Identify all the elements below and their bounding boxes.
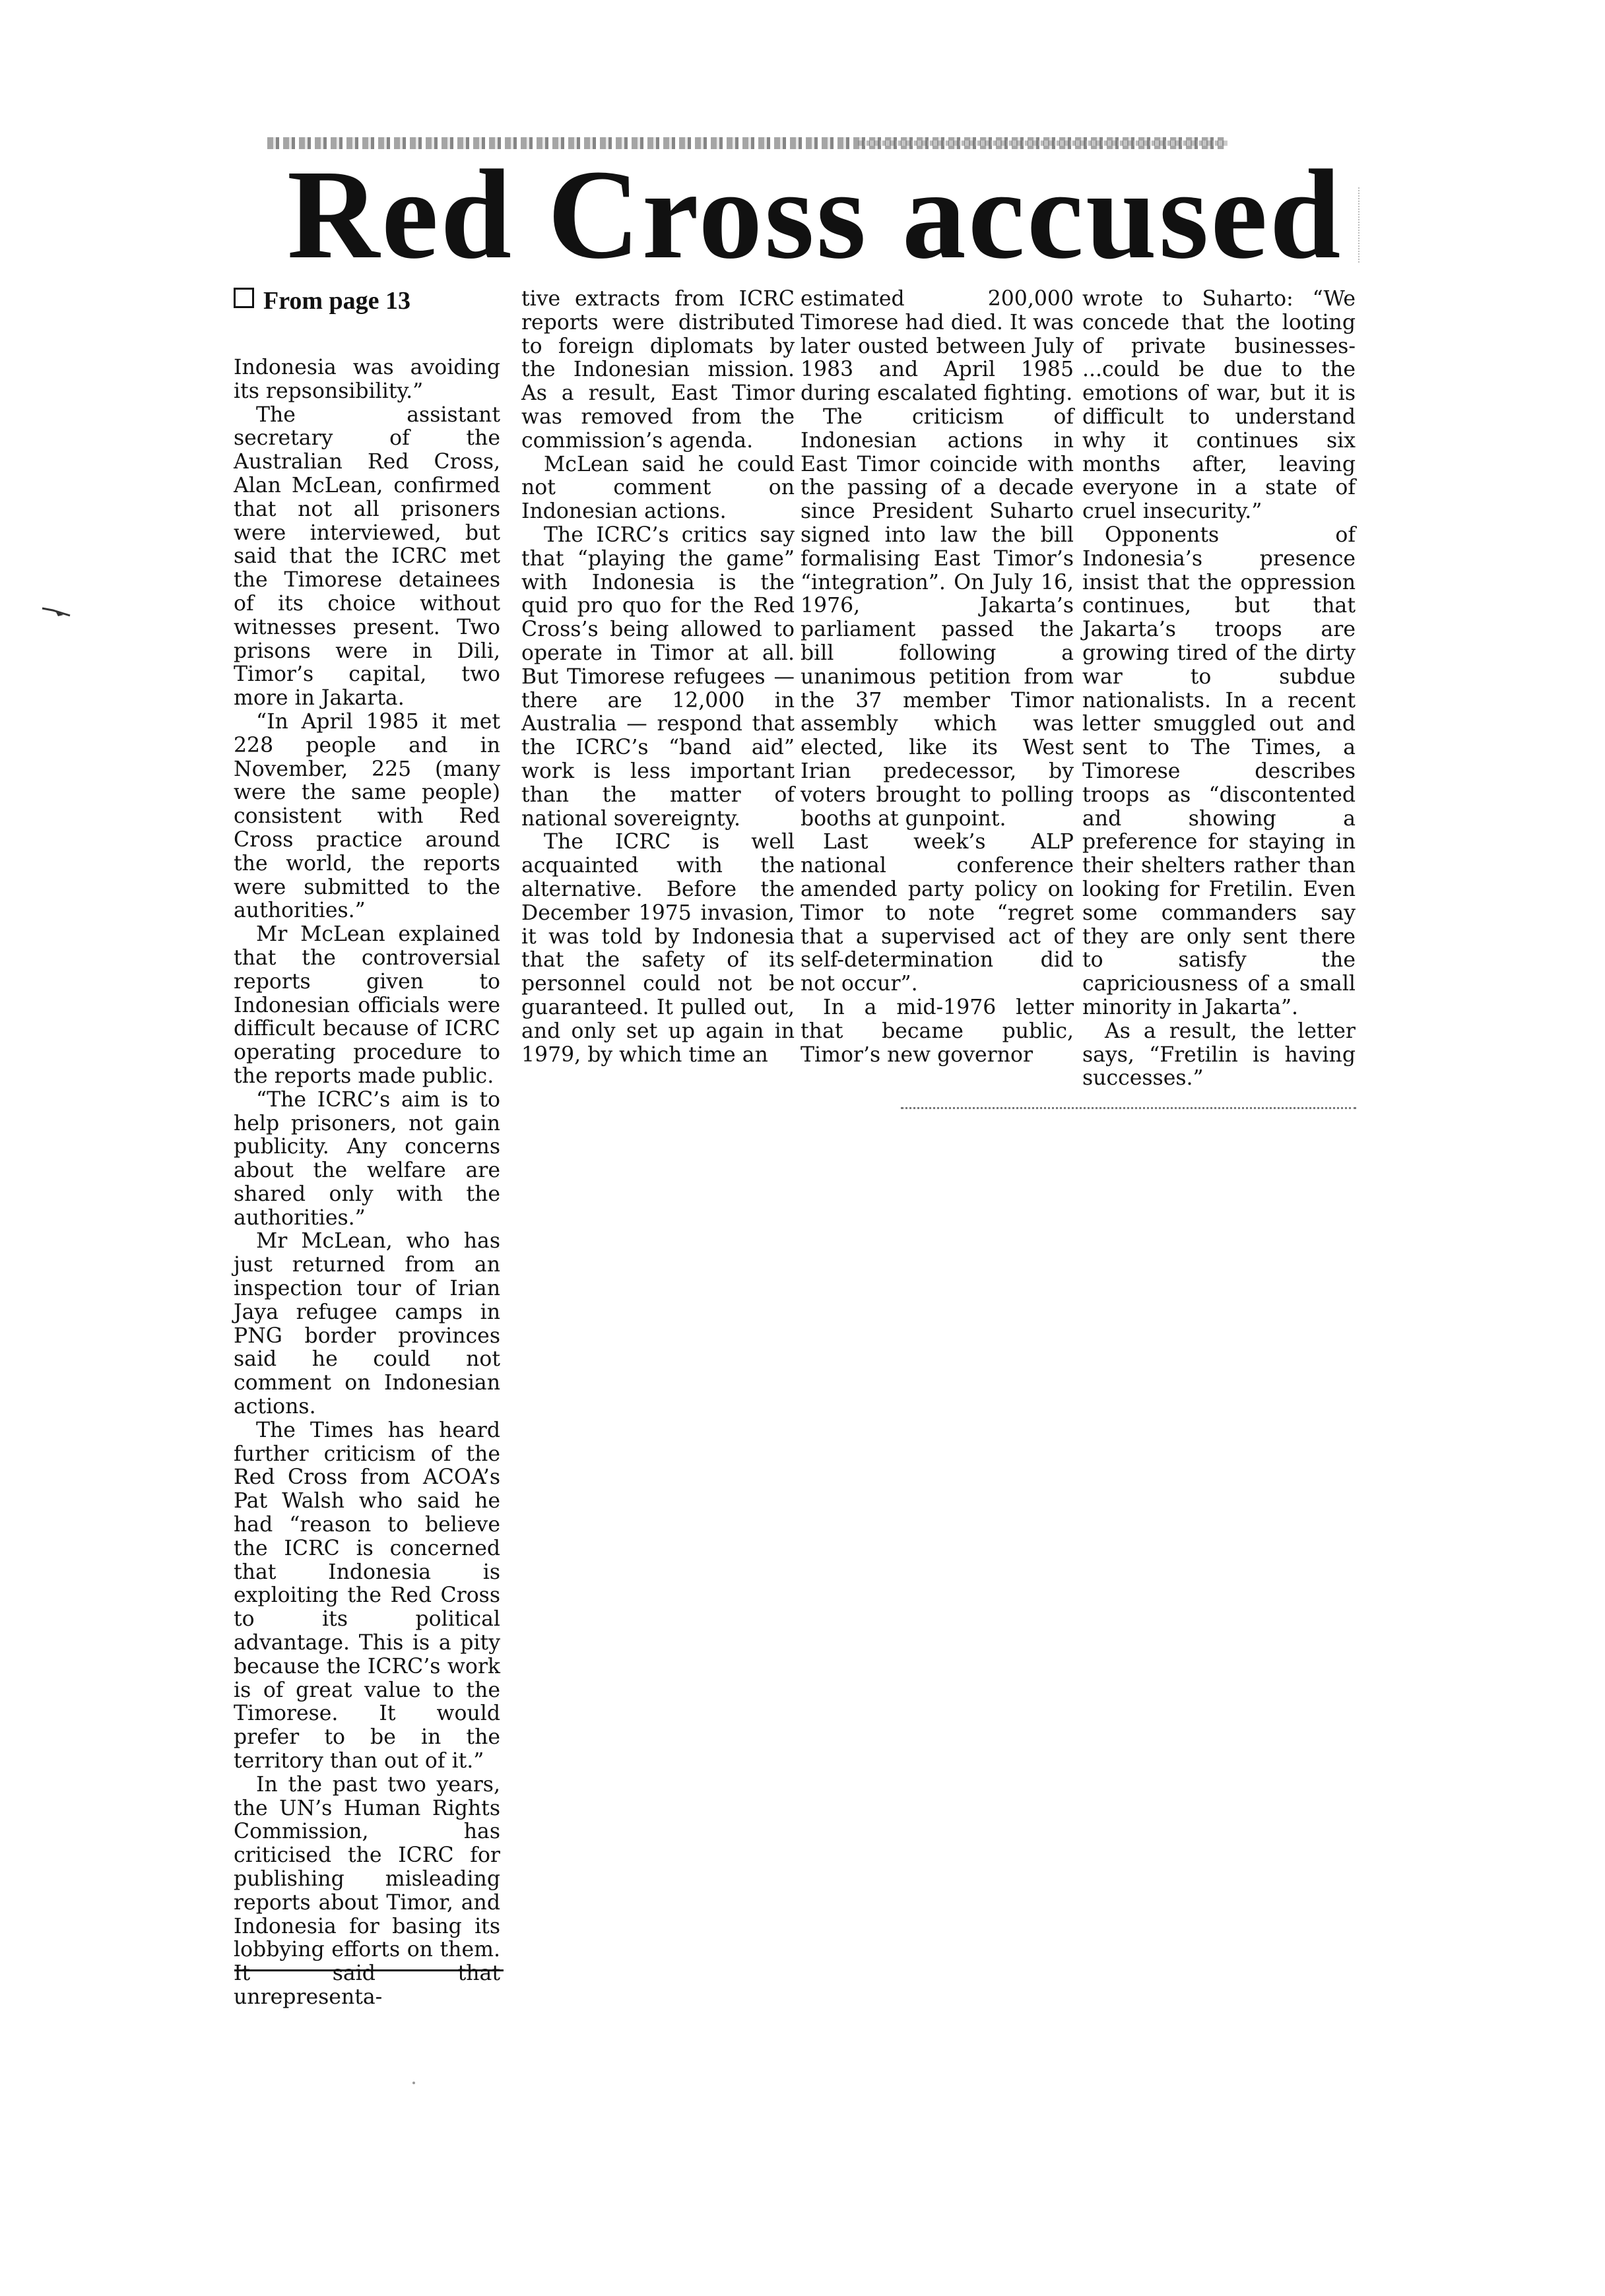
paragraph: “The ICRC’s aim is to help prisoners, not gain publicity. Any concerns about the welfare are shared only with the authorities.” bbox=[234, 1087, 500, 1230]
paragraph: Opponents of Indonesia’s presence insist that the oppression continues, but that Jakarta’s troops are growing tired of the dirty war to subdue nationalists. In a recent letter smuggled out and sent to The Times, a Timorese describes troops as “discontented and showing a preference for staying in their shelters rather than looking for Fretilin. Even some commanders say they are only sent there to satisfy the capriciousness of a small minority in Jakarta”. bbox=[1082, 523, 1356, 1019]
stray-scan-dot bbox=[412, 2082, 415, 2084]
column-end-dotted-rule bbox=[901, 1107, 1356, 1109]
paragraph: Indonesia was avoiding its repsonsibility.” bbox=[234, 356, 500, 403]
paragraph: McLean said he could not comment on Indonesian actions. bbox=[521, 452, 795, 524]
column-end-rule bbox=[234, 1969, 504, 1971]
paragraph: The Times has heard further criticism of the Red Cross from ACOA’s Pat Walsh who said he had “reason to believe the ICRC is concerned that Indonesia is exploiting the Red Cross to its political advantage. This is a pity because the ICRC’s work is of great value to the Timorese. It would prefer to be in the territory than out of it.” bbox=[234, 1418, 500, 1773]
paragraph: Mr McLean, who has just returned from an inspection tour of Irian Jaya refugee camps in PNG border provinces said he could not comment on Indonesian actions. bbox=[234, 1229, 500, 1419]
stray-scan-mark bbox=[41, 606, 71, 618]
article-column-3 bbox=[801, 288, 1074, 1067]
article-column-1 bbox=[234, 288, 500, 2010]
paragraph: As a result, the letter says, “Fretilin is having successes.” bbox=[1082, 1019, 1356, 1091]
paragraph: tive extracts from ICRC reports were distributed to foreign diplomats by the Indonesian mission. As a result, East Timor was removed from the commission’s agenda. bbox=[521, 287, 795, 453]
paragraph: In a mid-1976 letter that became public, Timor’s new governor bbox=[801, 995, 1074, 1067]
square-box-icon bbox=[234, 288, 254, 308]
paragraph: The ICRC’s critics say that “playing the game” with Indonesia is the quid pro quo for the Red Cross’s being allowed to operate in Timor at all. But Timorese refugees — there are 12,000 in Australia — respond that the ICRC’s “band aid” work is less important than the matter of national sovereignty. bbox=[521, 523, 795, 831]
kicker-continuation bbox=[234, 288, 500, 314]
page-edge-mark bbox=[1358, 187, 1363, 263]
article-column-4 bbox=[1082, 288, 1356, 1091]
kicker-text: From page 13 bbox=[263, 287, 411, 315]
paragraph: In the past two years, the UN’s Human Rights Commission, has criticised the ICRC for publishing misleading reports about Timor, and Indonesia for basing its lobbying efforts on them. It said that unrepresenta- bbox=[234, 1772, 500, 2009]
headline: Red Cross accused bbox=[287, 143, 1343, 285]
paragraph: wrote to Suharto: “We concede that the looting of private businesses- ...could be due to the emotions of war, but it is difficult to understand why it continues six months after, leaving everyone in a state of cruel insecurity.” bbox=[1082, 287, 1356, 524]
paragraph: The criticism of Indonesian actions in East Timor coincide with the passing of a decade since President Suharto signed into law the bill formalising East Timor’s “integration”. On July 16, 1976, Jakarta’s parliament passed the bill following a unanimous petition from the 37 member Timor assembly which was elected, like its West Irian predecessor, by voters brought to polling booths at gunpoint. bbox=[801, 404, 1074, 831]
paragraph: “In April 1985 it met 228 people and in November, 225 (many were the same people) consistent with Red Cross practice around the world, the reports were submitted to the authorities.” bbox=[234, 709, 500, 923]
paragraph: The assistant secretary of the Australian Red Cross, Alan McLean, confirmed that not all prisoners were interviewed, but said that the ICRC met the Timorese detainees of its choice without witnesses present. Two prisons were in Dili, Timor’s capital, two more in Jakarta. bbox=[234, 402, 500, 711]
paragraph: estimated 200,000 Timorese had died. It was later ousted between July 1983 and April 1985 during escalated fighting. bbox=[801, 287, 1074, 406]
paragraph: Mr McLean explained that the controversial reports given to Indonesian officials were difficult because of ICRC operating procedure to the reports made public. bbox=[234, 922, 500, 1088]
paragraph: Last week’s ALP national conference amended party policy on Timor to note “regret that a supervised act of self-determination did not occur”. bbox=[801, 830, 1074, 996]
paragraph: The ICRC is well acquainted with the alternative. Before the December 1975 invasion, it was told by Indonesia that the safety of its personnel could not be guaranteed. It pulled out, and only set up again in 1979, by which time an bbox=[521, 830, 795, 1067]
article-column-2 bbox=[521, 288, 795, 1067]
